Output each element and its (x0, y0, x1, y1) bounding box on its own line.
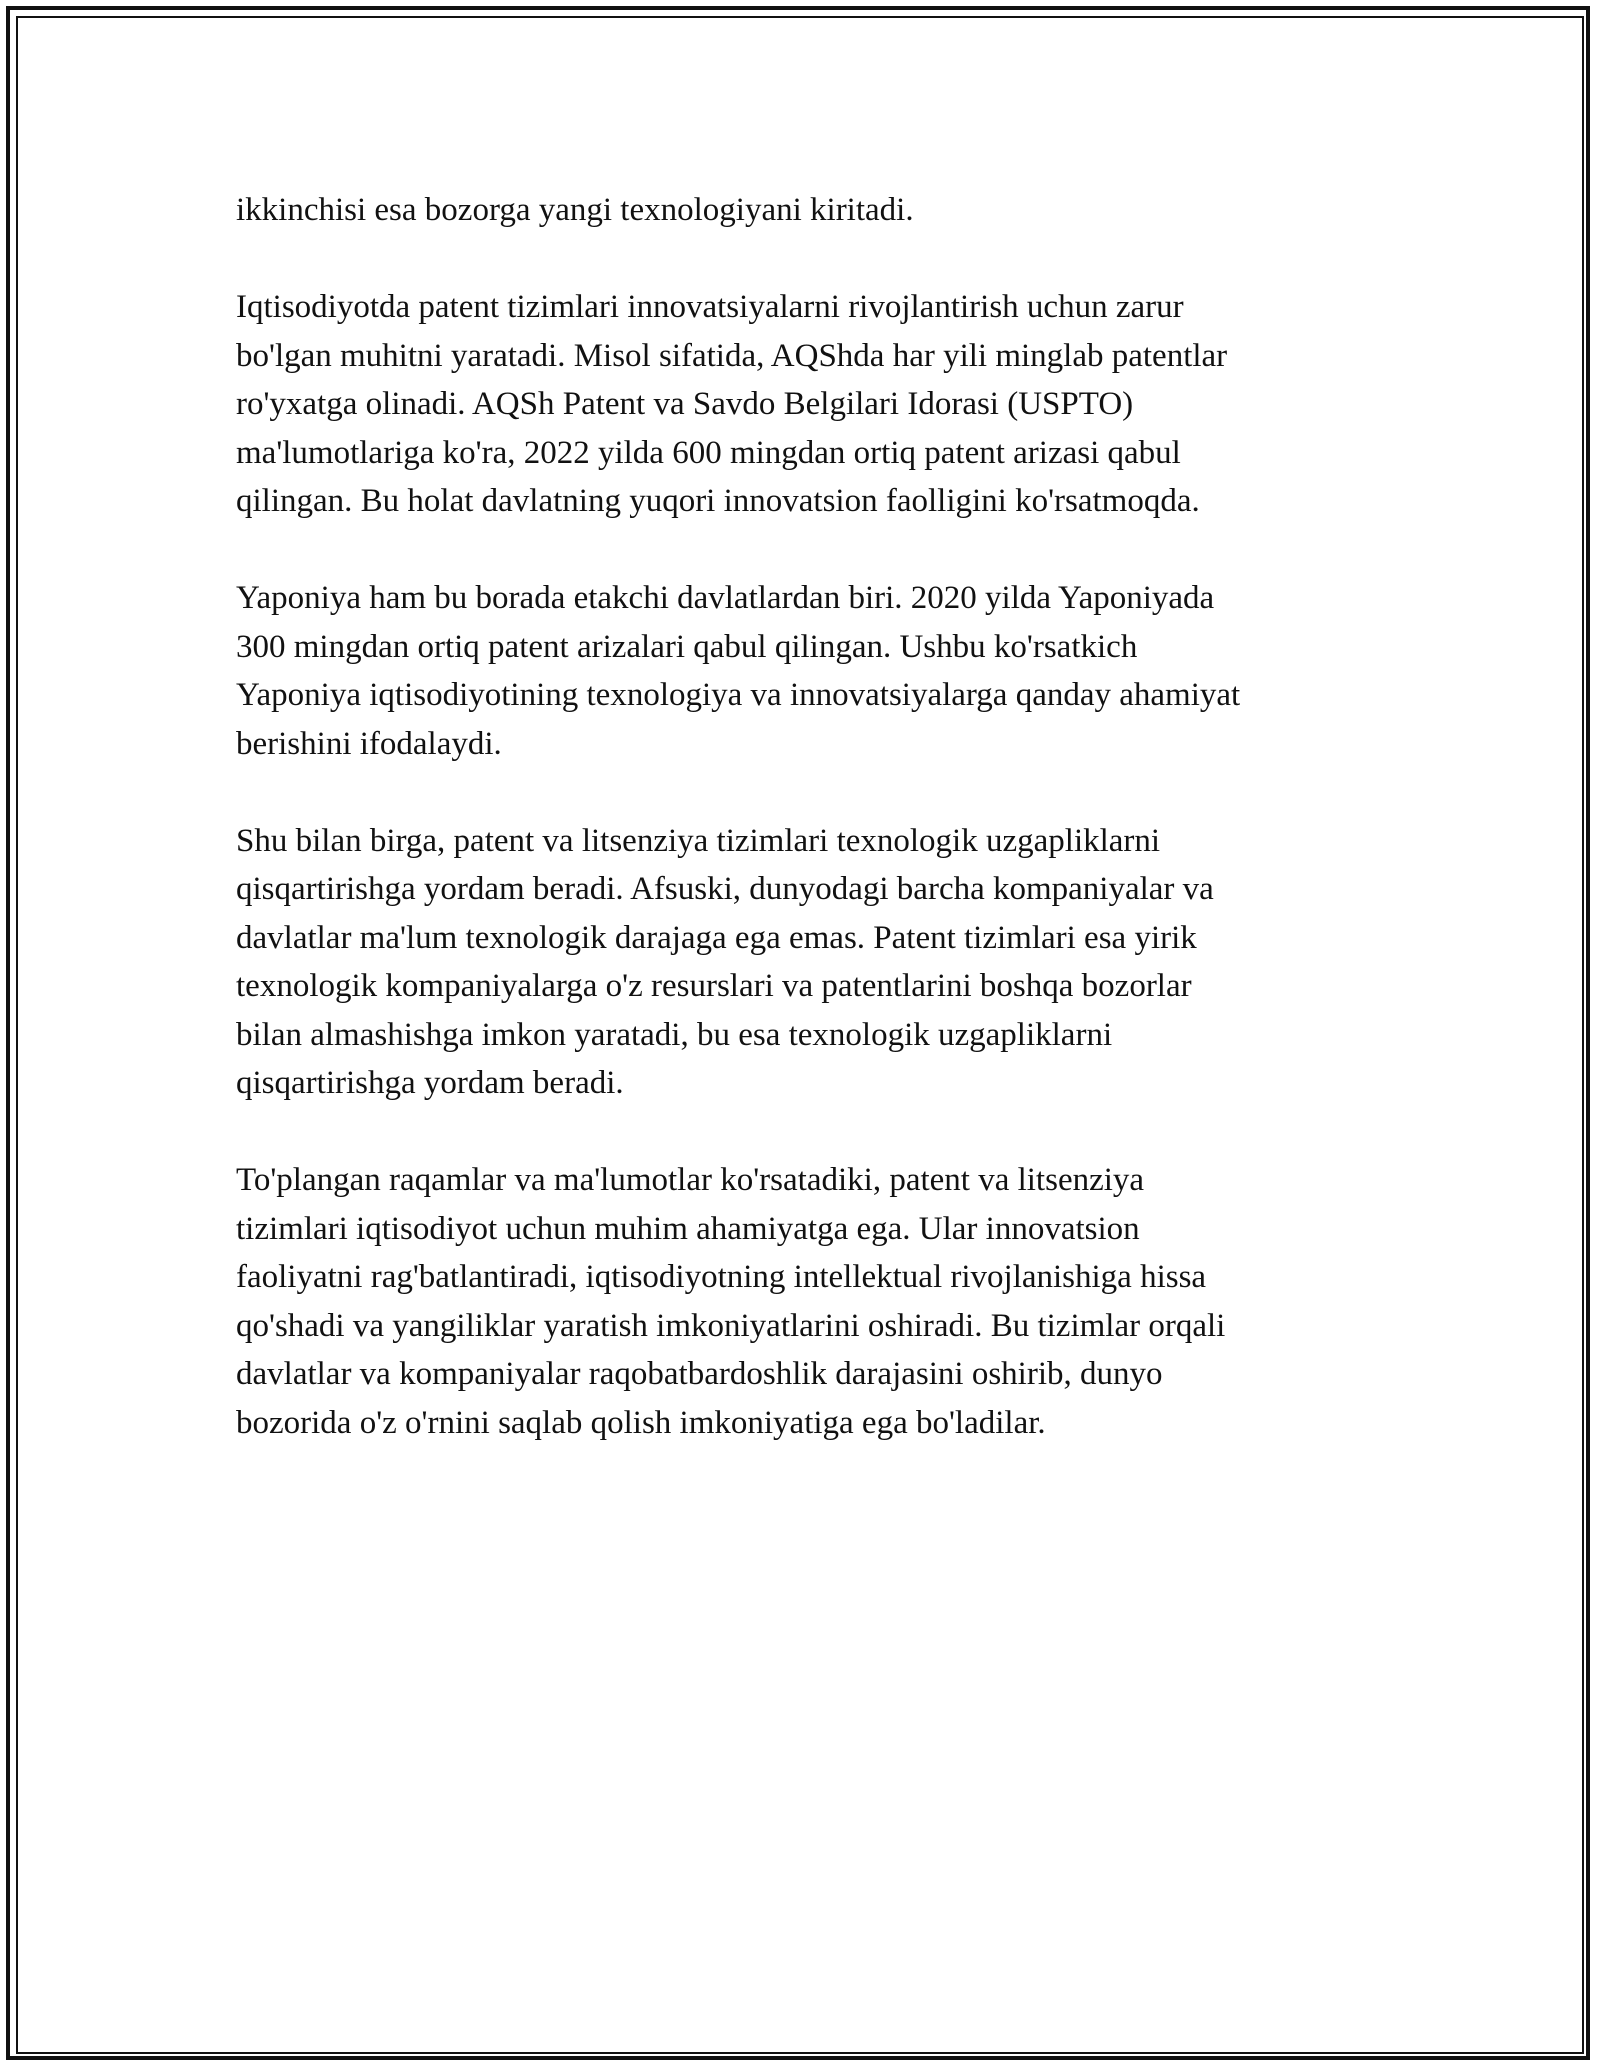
paragraph-1: ikkinchisi esa bozorga yangi texnologiyani kiritadi. (236, 192, 914, 228)
paragraph-5: To'plangan raqamlar va ma'lumotlar ko'rsatadiki, patent va litsenziya tizimlari iqtisodiyot uchun muhim ahamiyatga ega. Ular innovatsion faoliyatni rag'batlantiradi, iqtisodiyotning intellektual rivojlanishiga hissa qo'shadi va yangiliklar yaratish imkoniyatlarini oshiradi. Bu tizimlar orqali davlatlar va kompaniyalar raqobatbardoshlik darajasini oshirib, dunyo bozorida o'z o'rnini saqlab qolish imkoniyatiga ega bo'ladilar. (236, 1162, 1226, 1441)
paragraph-4: Shu bilan birga, patent va litsenziya tizimlari texnologik uzgapliklarni qisqartirishga yordam beradi. Afsuski, dunyodagi barcha kompaniyalar va davlatlar ma'lum texnologik darajaga ega emas. Patent tizimlari esa yirik texnologik kompaniyalarga o'z resurslari va patentlarini boshqa bozorlar bilan almashishga imkon yaratadi, bu esa texnologik uzgapliklarni qisqartirishga yordam beradi. (236, 822, 1214, 1101)
document-body (236, 186, 1366, 1496)
paragraph-2: Iqtisodiyotda patent tizimlari innovatsiyalarni rivojlantirish uchun zarur bo'lgan muhitni yaratadi. Misol sifatida, AQShda har yili minglab patentlar ro'yxatga olinadi. AQSh Patent va Savdo Belgilari Idorasi (USPTO) ma'lumotlariga ko'ra, 2022 yilda 600 mingdan ortiq patent arizasi qabul qilingan. Bu holat davlatning yuqori innovatsion faolligini ko'rsatmoqda. (236, 289, 1228, 519)
paragraph-3: Yaponiya ham bu borada etakchi davlatlardan biri. 2020 yilda Yaponiyada 300 mingdan ortiq patent arizalari qabul qilingan. Ushbu ko'rsatkich Yaponiya iqtisodiyotining texnologiya va innovatsiyalarga qanday ahamiyat berishini ifodalaydi. (236, 580, 1241, 762)
